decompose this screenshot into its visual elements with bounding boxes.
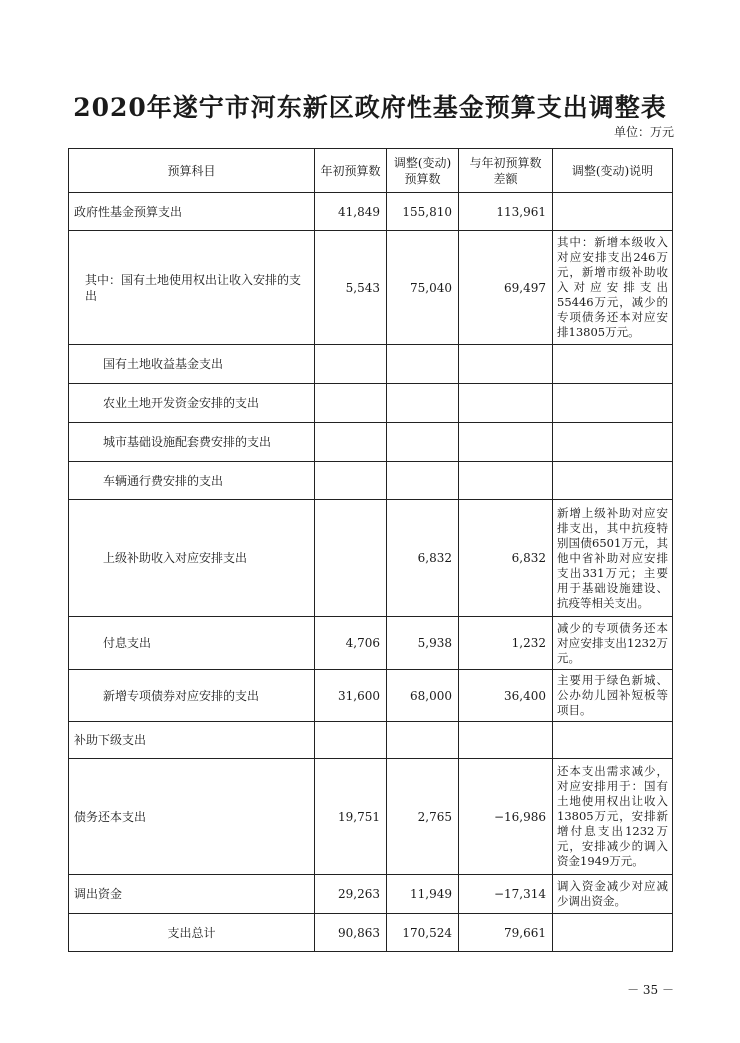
table-row xyxy=(69,462,673,500)
row-item: 新增专项债券对应安排的支出 xyxy=(69,670,315,722)
row-item: 补助下级支出 xyxy=(69,722,315,759)
row-adjusted: 11,949 xyxy=(387,875,459,914)
row-adjusted xyxy=(387,345,459,384)
table-header-row xyxy=(69,149,673,193)
table-row xyxy=(69,500,673,617)
row-adjusted: 2,765 xyxy=(387,759,459,875)
table-row xyxy=(69,617,673,670)
header-note: 调整(变动)说明 xyxy=(553,149,673,193)
row-note xyxy=(553,722,673,759)
row-adjusted xyxy=(387,423,459,462)
row-initial: 41,849 xyxy=(315,193,387,231)
row-note: 调入资金减少对应减少调出资金。 xyxy=(553,875,673,914)
table-row xyxy=(69,193,673,231)
row-item: 车辆通行费安排的支出 xyxy=(69,462,315,500)
row-diff xyxy=(459,722,553,759)
table-row xyxy=(69,722,673,759)
row-adjusted: 6,832 xyxy=(387,500,459,617)
row-item: 债务还本支出 xyxy=(69,759,315,875)
table-row xyxy=(69,423,673,462)
row-initial: 29,263 xyxy=(315,875,387,914)
row-adjusted: 75,040 xyxy=(387,231,459,345)
unit-label: 单位：万元 xyxy=(613,125,674,139)
row-diff xyxy=(459,462,553,500)
row-item: 上级补助收入对应安排支出 xyxy=(69,500,315,617)
row-note: 其中：新增本级收入对应安排支出246万元，新增市级补助收入对应安排支出55446万元，减少的专项债务还本对应安排13805万元。 xyxy=(553,231,673,345)
row-note: 主要用于绿色新城、公办幼儿园补短板等项目。 xyxy=(553,670,673,722)
row-item: 支出总计 xyxy=(69,914,315,952)
row-note xyxy=(553,914,673,952)
row-item: 调出资金 xyxy=(69,875,315,914)
row-diff: 1,232 xyxy=(459,617,553,670)
table-row xyxy=(69,875,673,914)
table-row xyxy=(69,670,673,722)
row-initial: 31,600 xyxy=(315,670,387,722)
row-adjusted: 68,000 xyxy=(387,670,459,722)
row-item: 农业土地开发资金安排的支出 xyxy=(69,384,315,423)
header-adjusted: 调整(变动) 预算数 xyxy=(387,149,459,193)
row-diff: −17,314 xyxy=(459,875,553,914)
budget-table xyxy=(68,148,673,952)
page-number: － 35 － xyxy=(627,983,674,997)
table-row xyxy=(69,345,673,384)
row-diff: 113,961 xyxy=(459,193,553,231)
row-adjusted xyxy=(387,722,459,759)
row-item: 国有土地收益基金支出 xyxy=(69,345,315,384)
row-note: 新增上级补助对应安排支出，其中抗疫特别国债6501万元，其他中省补助对应安排支出331万元；主要用于基础设施建设、抗疫等相关支出。 xyxy=(553,500,673,617)
table-row xyxy=(69,384,673,423)
row-adjusted: 5,938 xyxy=(387,617,459,670)
header-diff: 与年初预算数 差额 xyxy=(459,149,553,193)
row-initial: 4,706 xyxy=(315,617,387,670)
row-diff: 36,400 xyxy=(459,670,553,722)
row-note: 还本支出需求减少，对应安排用于：国有土地使用权出让收入13805万元，安排新增付息支出1232万元，安排减少的调入资金1949万元。 xyxy=(553,759,673,875)
row-note xyxy=(553,423,673,462)
page-title: 2020年遂宁市河东新区政府性基金预算支出调整表 xyxy=(73,93,667,122)
row-diff: 6,832 xyxy=(459,500,553,617)
header-item: 预算科目 xyxy=(69,149,315,193)
row-initial: 19,751 xyxy=(315,759,387,875)
table-row xyxy=(69,759,673,875)
row-initial: 90,863 xyxy=(315,914,387,952)
row-initial xyxy=(315,345,387,384)
row-diff: −16,986 xyxy=(459,759,553,875)
table-total-row xyxy=(69,914,673,952)
row-adjusted xyxy=(387,462,459,500)
table-row xyxy=(69,231,673,345)
row-diff xyxy=(459,423,553,462)
row-initial xyxy=(315,500,387,617)
row-note: 减少的专项债务还本对应安排支出1232万元。 xyxy=(553,617,673,670)
row-initial xyxy=(315,384,387,423)
row-adjusted: 170,524 xyxy=(387,914,459,952)
row-note xyxy=(553,345,673,384)
row-item: 其中：国有土地使用权出让收入安排的支出 xyxy=(69,231,315,345)
row-diff xyxy=(459,384,553,423)
row-adjusted: 155,810 xyxy=(387,193,459,231)
header-initial: 年初预算数 xyxy=(315,149,387,193)
row-note xyxy=(553,384,673,423)
row-adjusted xyxy=(387,384,459,423)
row-initial xyxy=(315,722,387,759)
row-diff xyxy=(459,345,553,384)
row-initial xyxy=(315,423,387,462)
row-note xyxy=(553,193,673,231)
row-initial: 5,543 xyxy=(315,231,387,345)
row-diff: 69,497 xyxy=(459,231,553,345)
row-item: 政府性基金预算支出 xyxy=(69,193,315,231)
row-initial xyxy=(315,462,387,500)
row-item: 城市基础设施配套费安排的支出 xyxy=(69,423,315,462)
row-note xyxy=(553,462,673,500)
row-item: 付息支出 xyxy=(69,617,315,670)
row-diff: 79,661 xyxy=(459,914,553,952)
